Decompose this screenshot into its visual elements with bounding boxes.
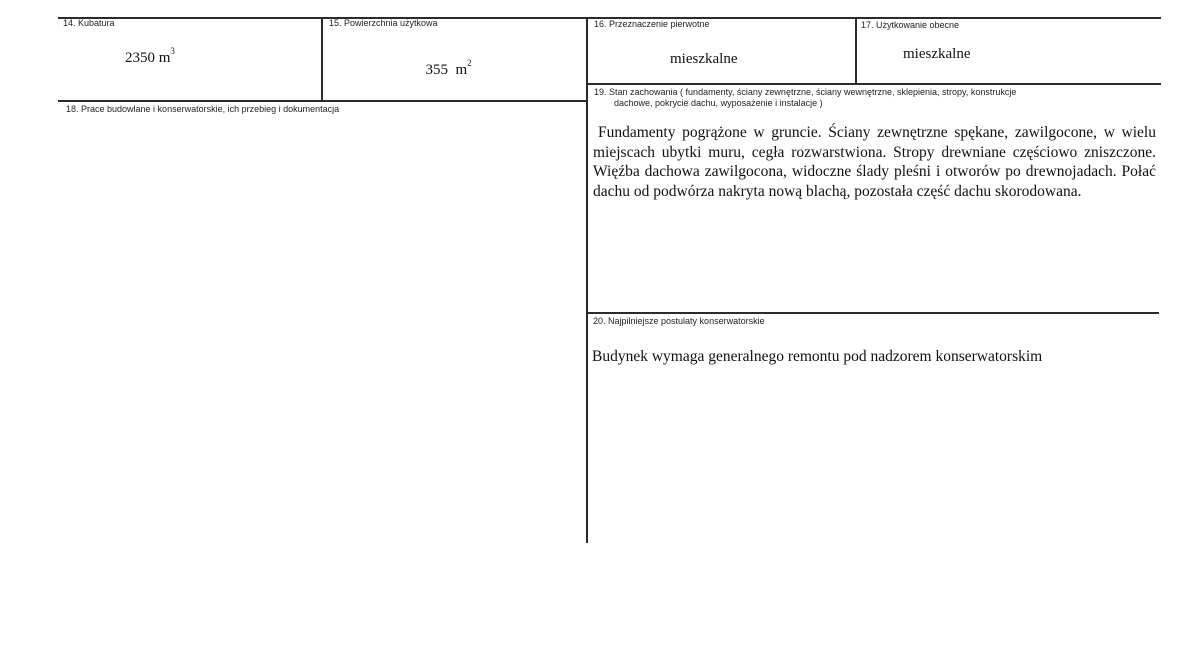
field-19-label-line2: dachowe, pokrycie dachu, wyposażenie i instalacje ) <box>614 98 823 108</box>
row-divider-19-20 <box>588 312 1159 314</box>
field-20-text: Budynek wymaga generalnego remontu pod nadzorem konserwatorskim <box>592 348 1043 365</box>
row-divider-16-19 <box>588 83 1161 85</box>
kubatura-number: 2350 m <box>125 50 171 66</box>
divider-15-16-main <box>586 17 588 543</box>
field-19-text: Fundamenty pogrążone w gruncie. Ściany zewnętrzne spękane, zawilgocone, w wielu miejscach ubytki muru, cegła rozwarstwiona. Stropy drewniane częściowo zniszczone. Więźba dachowa zawilgocona, widoczne ślady pleśni i otworów po drewnojadach. Połać dachu od podwórza nakryta nową blachą, pozostała część dachu skorodowana. <box>593 124 1156 200</box>
divider-16-17 <box>855 17 857 83</box>
field-14-label: 14. Kubatura <box>63 18 115 28</box>
powierzchnia-exponent: 2 <box>467 58 472 68</box>
kubatura-exponent: 3 <box>170 46 175 56</box>
field-15-label: 15. Powierzchnia użytkowa <box>329 18 438 28</box>
field-18-label: 18. Prace budowlane i konserwatorskie, ich przebieg i dokumentacja <box>66 104 340 114</box>
field-16-value: mieszkalne <box>670 51 738 67</box>
field-14-value <box>125 46 175 67</box>
field-17-label: 17. Użytkowanie obecne <box>861 20 960 30</box>
field-16-label: 16. Przeznaczenie pierwotne <box>594 19 710 29</box>
row-divider-14-18 <box>58 100 588 102</box>
field-17-value: mieszkalne <box>903 46 971 62</box>
divider-14-15 <box>321 17 323 101</box>
field-15-value <box>418 45 472 79</box>
field-19-label-line1: 19. Stan zachowania ( fundamenty, ściany zewnętrzne, ściany wewnętrzne, sklepienia, stropy, konstrukcje <box>594 87 1017 97</box>
powierzchnia-number: 355 m <box>425 62 468 78</box>
field-20-label: 20. Najpilniejsze postulaty konserwatorskie <box>593 316 765 326</box>
